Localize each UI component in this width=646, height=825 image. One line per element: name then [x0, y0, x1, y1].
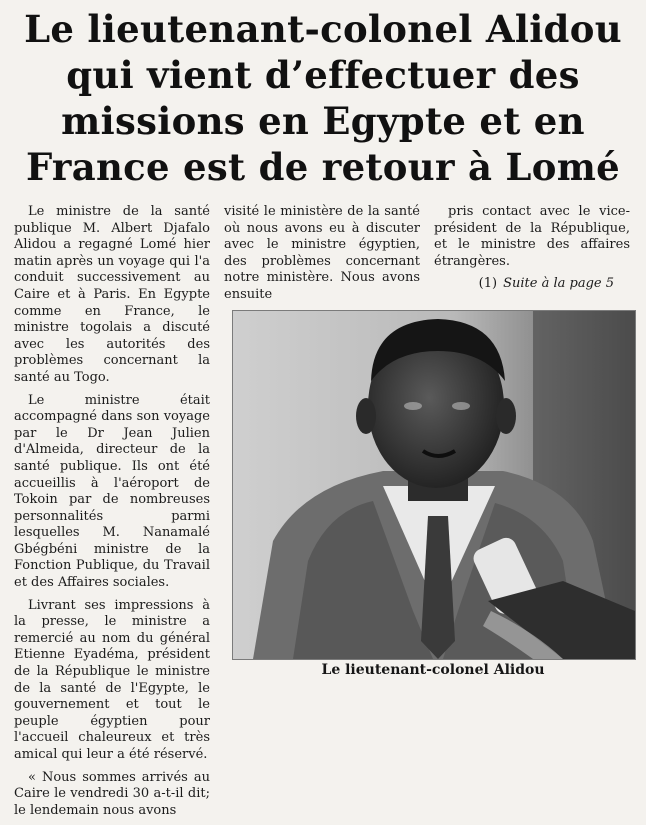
article-paragraph: Le ministre était accompagné dans son voyage par le Dr Jean Julien d'Almeida, directeur de la santé publique. Ils ont été accueillis à l'aéroport de Tokoin par de nombreuses personnalités parmi lesquelles M. Nanamalé Gbégbéni ministre de la Fonction Publique, du Travail et des Affaires sociales.: [14, 392, 210, 591]
headline-line: France est de retour à Lomé: [26, 145, 620, 189]
headline-line: qui vient d’effectuer des: [66, 53, 580, 97]
portrait-photo: [232, 310, 636, 660]
article-paragraph: « Nous sommes arrivés au Caire le vendredi 30 a-t-il dit; le lendemain nous avons: [14, 769, 210, 818]
headline-line: missions en Egypte et en: [61, 99, 585, 143]
article-column-2: [224, 204, 420, 310]
continuation-note: [434, 276, 630, 293]
headline-line: Le lieutenant-colonel Alidou: [24, 7, 622, 51]
article-column-1: [14, 204, 210, 825]
article-paragraph: visité le ministère de la santé où nous avons eu à discuter avec le ministre égyptien, des problèmes concernant notre ministère. Nous avons ensuite: [224, 204, 420, 302]
continuation-text: Suite à la page 5: [503, 276, 614, 292]
continuation-number: (1): [478, 276, 498, 292]
headline: [8, 6, 638, 190]
article-paragraph: Livrant ses impressions à la presse, le ministre a remercié au nom du général Etienne Eyadéma, président de la République le ministre de la santé de l'Egypte, le gouvernement et tout le peuple égyptien pour l'accueil chaleureux et très amical qui leur a été réservé.: [14, 597, 210, 762]
portrait-illustration: [233, 311, 635, 659]
article-paragraph: pris contact avec le vice-président de la République, et le ministre des affaires étrangères.: [434, 204, 630, 269]
photo-caption: Le lieutenant-colonel Alidou: [321, 662, 545, 678]
article-column-3: [434, 204, 630, 293]
article-paragraph: Le ministre de la santé publique M. Albert Djafalo Alidou a regagné Lomé hier matin après un voyage qui l'a conduit successivement au Caire et à Paris. En Egypte comme en France, le ministre togolais a discuté avec les autorités des problèmes concernant la santé au Togo.: [14, 204, 210, 385]
